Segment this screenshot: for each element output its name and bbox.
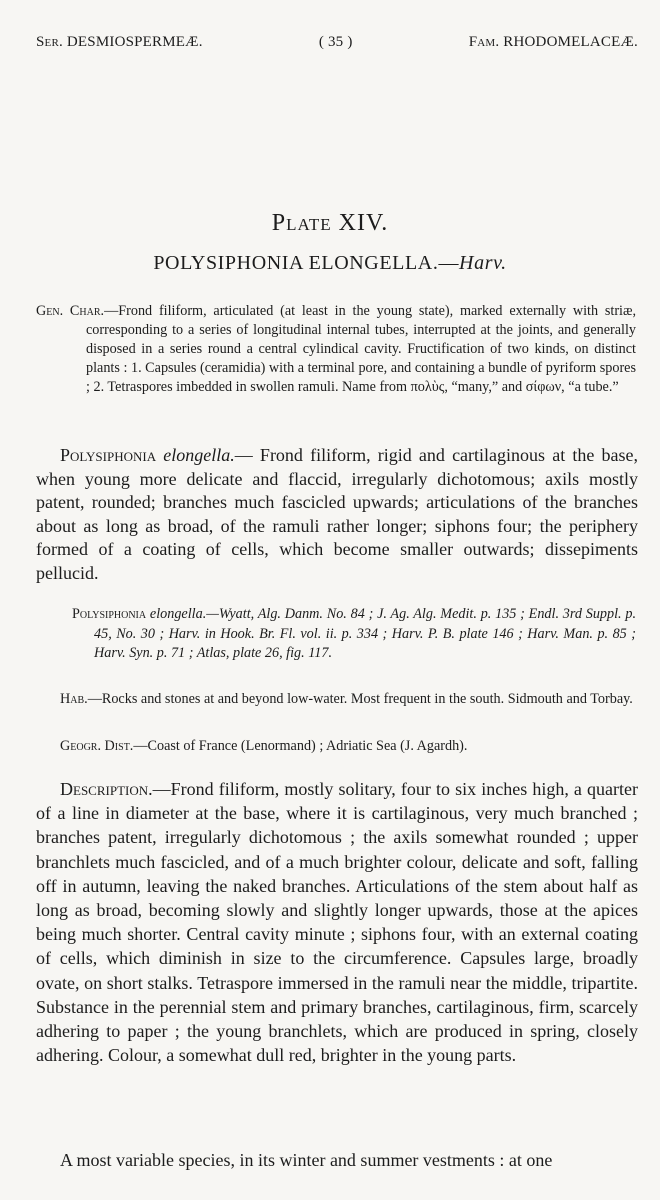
description-label: Description. [60, 779, 153, 799]
description [36, 777, 638, 1067]
page-number: ( 35 ) [318, 34, 353, 50]
generic-character-label: Gen. Char. [36, 303, 105, 319]
synonymy-genus: Polysiphonia [72, 606, 147, 622]
species-title [0, 252, 660, 275]
plate-title: Plate XIV. [271, 210, 389, 236]
habitat [36, 690, 636, 710]
synonymy-references: Wyatt, Alg. Danm. No. 84 ; J. Ag. Alg. Medit. p. 135 ; Endl. 3rd Suppl. p. 45, No. 30 ; Harv. in Hook. Br. Fl. vol. ii. p. 334 ; Harv. P. B. plate 146 ; Harv. Man. p. 85 ; Harv. Syn. p. 71 ; Atlas, plate 26, fig. 117. [94, 606, 636, 661]
geographical-distribution [36, 737, 636, 757]
distribution-label: Geogr. Dist. [60, 738, 134, 754]
specific-character-text: — Frond filiform, rigid and cartilaginous at the base, when young more delicate and flaccid, irregularly dichotomous; axils mostly patent, rounded; branches much fascicled upwards; articulations of the branches about as long as broad, of the ramuli rather longer; siphons four; the periphery formed of a coating of cells, which become smaller outwards; dissepiments pellucid. [36, 445, 638, 583]
header-family: Fam. RHODOMELACEÆ. [468, 34, 638, 50]
species-name: POLYSIPHONIA ELONGELLA.— [153, 252, 460, 274]
continuation-paragraph: A most variable species, in its winter and summer vestments : at one [60, 1150, 553, 1170]
running-header [36, 34, 638, 51]
habitat-label: Hab. [60, 691, 88, 707]
distribution-text: —Coast of France (Lenormand) ; Adriatic Sea (J. Agardh). [133, 738, 468, 754]
description-text: —Frond filiform, mostly solitary, four to six inches high, a quarter of a line in diameter at the base, where it is cartilaginous, very much branched ; branches patent, irregularly dichotomous ; the axils somewhat rounded ; upper branchlets much fascicled, and of a much brighter colour, delicate and soft, falling off in autumn, leaving the naked branches. Articulations of the stem about half as long as broad, becoming slowly and slightly longer upwards, those at the apices being much shorter. Central cavity minute ; siphons four, with an external coating of cells, which diminish in size to the circumference. Capsules large, broadly ovate, on short stalks. Tetraspore immersed in the ramuli near the middle, tripartite. Substance in the perennial stem and primary branches, cartilaginous, firm, scarcely adhering to paper ; the young branchlets, which are produced in spring, closely adhering. Colour, a somewhat dull red, brighter in the young parts. [36, 779, 638, 1066]
generic-character [36, 302, 636, 397]
specific-character [36, 444, 638, 586]
synonymy-species: elongella.— [149, 606, 219, 622]
header-series: Ser. DESMIOSPERMEÆ. [36, 34, 203, 50]
generic-character-text: —Frond filiform, articulated (at least in the young state), marked externally with striæ, corresponding to a series of longitudinal internal tubes, interrupted at the joints, and generally disposed in a series round a central cylindical cavity. Fructification of two kinds, on distinct plants : 1. Capsules (ceramidia) with a terminal pore, and containing a bundle of pyriform spores ; 2. Tetraspores imbedded in swollen ramuli. Name from πολὺς, “many,” and σίφων, “a tube.” [86, 303, 637, 395]
species-author: Harv. [459, 252, 507, 274]
habitat-text: —Rocks and stones at and beyond low-water. Most frequent in the south. Sidmouth and Torbay. [87, 691, 633, 707]
synonymy [72, 605, 636, 664]
specific-character-genus: Polysiphonia [60, 445, 157, 465]
specific-character-species: elongella. [163, 445, 235, 465]
